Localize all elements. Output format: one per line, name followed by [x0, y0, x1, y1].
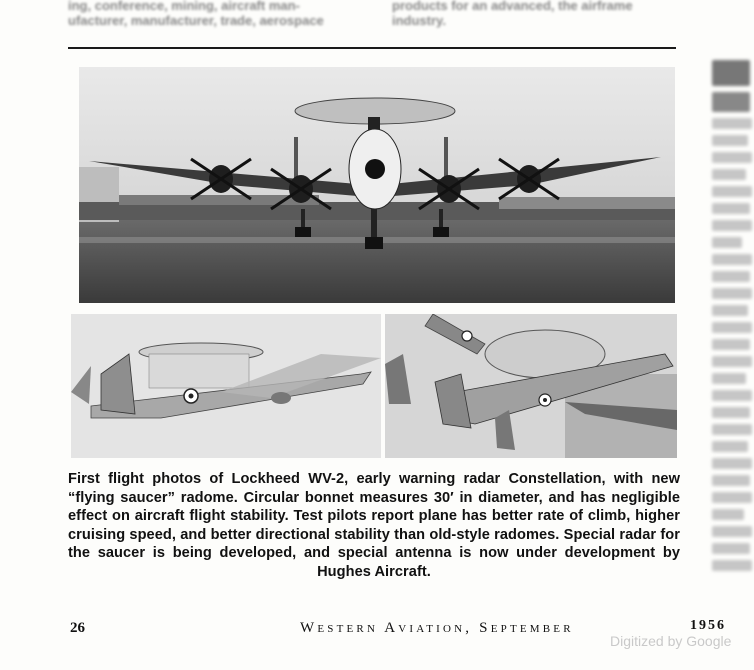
- header-fragment-right: [392, 0, 682, 28]
- header-right-line-1: products for an advanced, the airframe: [392, 0, 633, 13]
- header-fragment-left: [68, 0, 368, 28]
- photo-caption: First flight photos of Lockheed WV-2, early warning radar Constellation, with new “flying saucer” radome. Circular bonnet measures 30′ in diameter, and has negligible effect on aircraft flight stability. Test pilots report plane has better rate of climb, higher cruising speed, and better directional stability than old-style radomes. Special radar for the saucer is being developed, and special antenna is now under development by Hughes Aircraft.: [68, 471, 680, 580]
- page-number: 26: [70, 620, 85, 636]
- publication-year: 1956: [690, 618, 726, 633]
- photo-bottom-left: [71, 314, 381, 458]
- digitized-watermark: Digitized by Google: [610, 633, 732, 649]
- photo-bottom-right: [385, 314, 677, 458]
- photo-top: [79, 67, 675, 303]
- header-left-line-2: ufacturer, manufacturer, trade, aerospace: [68, 13, 324, 28]
- header-right-line-2: industry.: [392, 13, 446, 28]
- header-left-line-1: ing, conference, mining, aircraft man-: [68, 0, 300, 13]
- adjacent-column-fragment: [712, 60, 754, 577]
- publication-title: Western Aviation, September: [300, 620, 574, 636]
- top-rule: [68, 47, 676, 49]
